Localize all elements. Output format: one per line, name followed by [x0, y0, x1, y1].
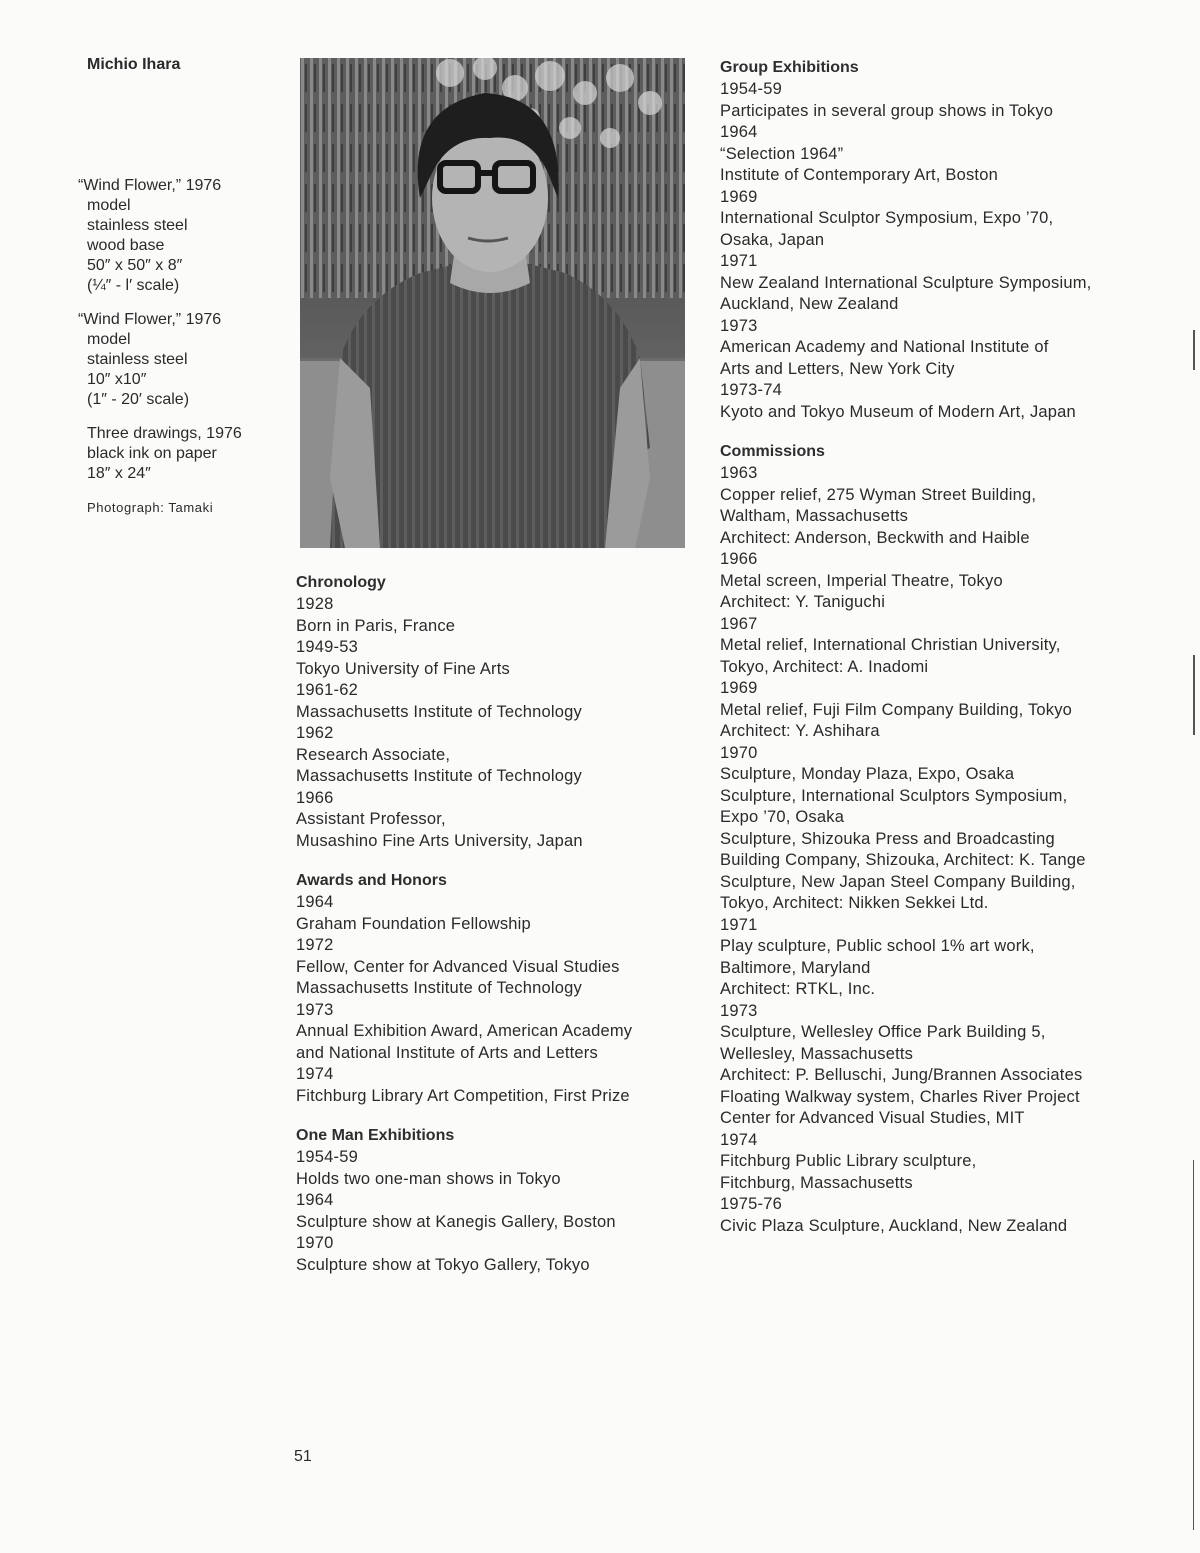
entry-line: 1971	[720, 915, 758, 934]
page-number: 51	[294, 1448, 312, 1465]
entry-line: Floating Walkway system, Charles River Project	[720, 1087, 1080, 1106]
entry-line: International Sculptor Symposium, Expo ’70,	[720, 209, 1054, 227]
entry-line: 1954-59	[720, 80, 782, 98]
section-chronology	[296, 572, 696, 852]
entry-line: Tokyo, Architect: A. Inadomi	[720, 657, 929, 676]
scan-edge-mark	[1193, 655, 1195, 735]
entry-line: Sculpture show at Tokyo Gallery, Tokyo	[296, 1255, 590, 1274]
entry-line: 1973	[296, 1000, 334, 1019]
entry-line: 1971	[720, 252, 758, 270]
entry-line: Sculpture, International Sculptors Symposium,	[720, 786, 1068, 805]
entry-line: 1967	[720, 614, 758, 633]
entry-line: 1969	[720, 679, 758, 697]
entry-line: Architect: Y. Ashihara	[720, 722, 880, 740]
entry-line: Architect: RTKL, Inc.	[720, 980, 876, 998]
entry-line: Architect: Anderson, Beckwith and Haible	[720, 528, 1030, 547]
entry-line: 1964	[296, 1191, 334, 1209]
entry-line: Holds two one-man shows in Tokyo	[296, 1169, 561, 1188]
work-line: black ink on paper	[87, 445, 217, 462]
work-line: stainless steel	[87, 351, 188, 368]
work-entry-1	[78, 176, 282, 296]
section-lines	[720, 463, 1140, 1237]
work-line: model	[87, 197, 131, 214]
section-one-man-exhibitions	[296, 1125, 696, 1276]
entry-line: 1972	[296, 936, 334, 954]
entry-line: 1969	[720, 187, 758, 206]
entry-line: American Academy and National Institute of	[720, 338, 1049, 356]
entry-line: Copper relief, 275 Wyman Street Building,	[720, 485, 1037, 504]
photo-credit: Photograph: Tamaki	[87, 500, 214, 515]
entry-line: and National Institute of Arts and Letters	[296, 1043, 598, 1062]
entry-line: 1973-74	[720, 381, 782, 399]
entry-line: Fitchburg, Massachusetts	[720, 1173, 913, 1192]
entry-line: Center for Advanced Visual Studies, MIT	[720, 1109, 1025, 1127]
entry-line: 1973	[720, 1001, 758, 1020]
work-line: stainless steel	[87, 217, 188, 234]
entry-line: Sculpture show at Kanegis Gallery, Boston	[296, 1212, 616, 1231]
entry-line: 1966	[720, 550, 758, 568]
section-lines	[296, 892, 696, 1107]
entry-line: New Zealand International Sculpture Symposium,	[720, 273, 1092, 292]
entry-line: Massachusetts Institute of Technology	[296, 979, 582, 997]
entry-line: “Selection 1964”	[720, 144, 844, 163]
scan-edge-mark	[1193, 330, 1195, 370]
section-commissions	[720, 441, 1140, 1237]
entry-line: 1974	[296, 1065, 334, 1083]
portrait-photo	[300, 58, 685, 548]
entry-line: 1964	[296, 893, 334, 911]
artist-name: Michio Ihara	[87, 56, 181, 73]
work-entry-2	[78, 310, 282, 410]
section-lines	[720, 79, 1140, 423]
work-line: 10″ x10″	[87, 371, 147, 388]
entry-line: Assistant Professor,	[296, 810, 446, 828]
entry-line: Massachusetts Institute of Technology	[296, 702, 582, 721]
work-line: (1″ - 20′ scale)	[87, 391, 190, 408]
entry-line: Waltham, Massachusetts	[720, 507, 909, 525]
entry-line: Expo ’70, Osaka	[720, 808, 845, 826]
work-line: wood base	[87, 237, 165, 254]
entry-line: Architect: Y. Taniguchi	[720, 593, 886, 611]
entry-line: Research Associate,	[296, 745, 451, 764]
entry-line: Graham Foundation Fellowship	[296, 914, 531, 933]
entry-line: Massachusetts Institute of Technology	[296, 767, 582, 785]
entry-line: 1962	[296, 724, 334, 742]
entry-line: Sculpture, New Japan Steel Company Building,	[720, 872, 1076, 891]
entry-line: Building Company, Shizouka, Architect: K. Tange	[720, 851, 1086, 869]
entry-line: Wellesley, Massachusetts	[720, 1044, 914, 1063]
entry-line: Metal relief, Fuji Film Company Building, Tokyo	[720, 700, 1073, 719]
entry-line: Sculpture, Shizouka Press and Broadcasting	[720, 829, 1055, 848]
entry-line: Sculpture, Monday Plaza, Expo, Osaka	[720, 765, 1015, 783]
section-lines	[296, 594, 696, 852]
entry-line: 1964	[720, 123, 758, 141]
entry-line: 1949-53	[296, 638, 358, 656]
entry-line: Tokyo University of Fine Arts	[296, 659, 510, 678]
section-heading: Chronology	[296, 574, 386, 591]
entry-line: 1961-62	[296, 681, 358, 699]
entry-line: 1975-76	[720, 1195, 782, 1213]
section-awards	[296, 870, 696, 1107]
work-line: model	[87, 331, 131, 348]
entry-line: 1954-59	[296, 1148, 358, 1166]
entry-line: Fitchburg Library Art Competition, First Prize	[296, 1086, 630, 1105]
right-column	[720, 57, 1140, 1255]
work-line: Three drawings, 1976	[87, 425, 242, 442]
entry-line: Fellow, Center for Advanced Visual Studies	[296, 957, 620, 976]
portrait-photo-icon	[300, 58, 685, 548]
entry-line: Civic Plaza Sculpture, Auckland, New Zealand	[720, 1216, 1068, 1235]
work-line: 18″ x 24″	[87, 465, 151, 482]
entry-line: 1970	[720, 743, 758, 762]
entry-line: Annual Exhibition Award, American Academy	[296, 1022, 633, 1040]
section-lines	[296, 1147, 696, 1276]
work-line: “Wind Flower,” 1976	[78, 177, 222, 194]
work-line: 50″ x 50″ x 8″	[87, 257, 183, 274]
entry-line: 1966	[296, 788, 334, 807]
entry-line: Fitchburg Public Library sculpture,	[720, 1152, 977, 1170]
section-group-exhibitions	[720, 57, 1140, 423]
entry-line: Kyoto and Tokyo Museum of Modern Art, Japan	[720, 402, 1076, 421]
entry-line: 1973	[720, 316, 758, 335]
entry-line: Osaka, Japan	[720, 230, 825, 249]
entry-line: 1928	[296, 595, 334, 613]
left-column	[78, 56, 282, 515]
entry-line: Metal relief, International Christian University,	[720, 636, 1061, 654]
middle-column	[296, 572, 696, 1294]
entry-line: Arts and Letters, New York City	[720, 359, 955, 378]
work-entry-3	[87, 424, 282, 484]
entry-line: Baltimore, Maryland	[720, 958, 871, 977]
entry-line: Born in Paris, France	[296, 616, 456, 635]
entry-line: Auckland, New Zealand	[720, 295, 899, 313]
section-heading: Group Exhibitions	[720, 59, 859, 76]
section-heading: Commissions	[720, 443, 825, 460]
entry-line: Tokyo, Architect: Nikken Sekkei Ltd.	[720, 894, 989, 912]
entry-line: Institute of Contemporary Art, Boston	[720, 166, 998, 184]
entry-line: 1974	[720, 1130, 758, 1149]
entry-line: Architect: P. Belluschi, Jung/Brannen Associates	[720, 1066, 1083, 1084]
section-heading: One Man Exhibitions	[296, 1127, 455, 1144]
entry-line: Sculpture, Wellesley Office Park Building 5,	[720, 1023, 1046, 1041]
entry-line: 1970	[296, 1234, 334, 1252]
entry-line: Musashino Fine Arts University, Japan	[296, 831, 583, 850]
entry-line: 1963	[720, 464, 758, 482]
entry-line: Participates in several group shows in Tokyo	[720, 101, 1054, 120]
work-line: (¼″ - l′ scale)	[87, 277, 180, 294]
entry-line: Play sculpture, Public school 1% art work,	[720, 937, 1035, 955]
work-line: “Wind Flower,” 1976	[78, 311, 222, 328]
entry-line: Metal screen, Imperial Theatre, Tokyo	[720, 571, 1003, 590]
section-heading: Awards and Honors	[296, 872, 447, 889]
scan-edge-mark	[1193, 1160, 1194, 1530]
